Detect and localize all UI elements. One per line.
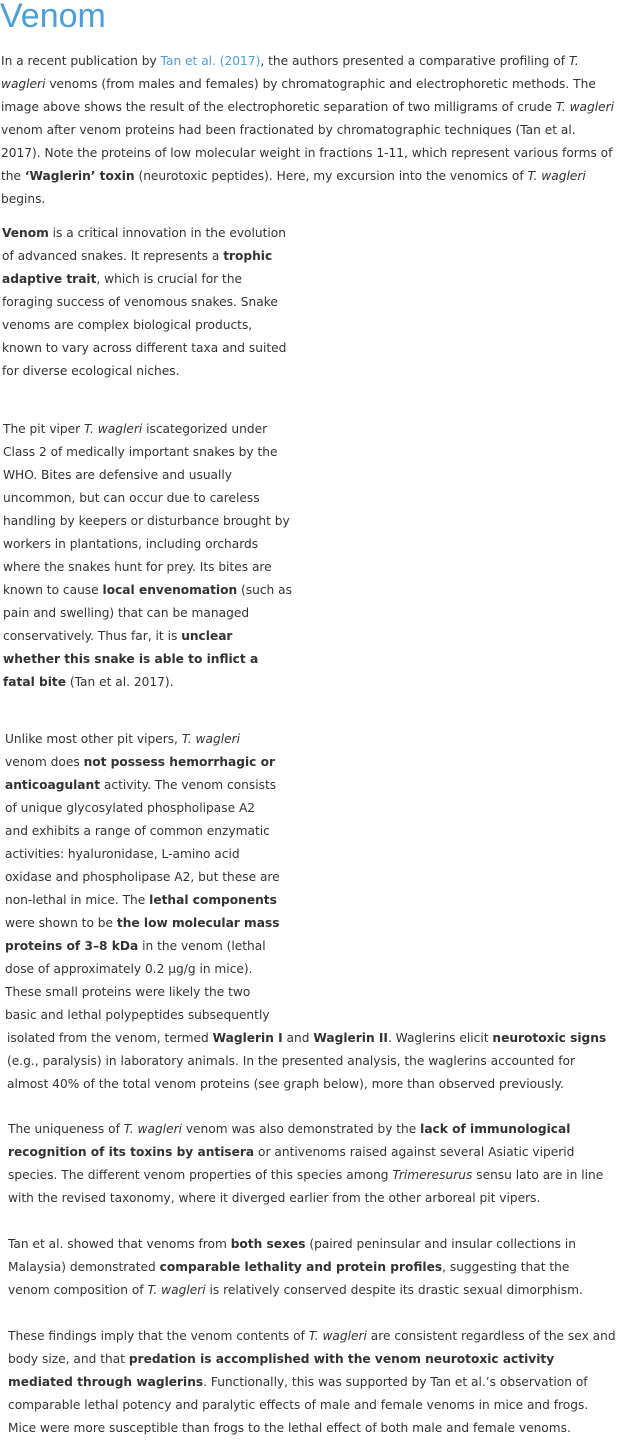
venom-definition-paragraph: Venom is a critical innovation in the evolution of advanced snakes. It represents a trophic adaptive trait, which is crucial for the foraging success of venomous snakes. Snake venoms are complex biological products, known to vary across different taxa and suited for diverse ecological niches. bbox=[2, 226, 287, 378]
bite-paragraph: The pit viper T. wagleri iscategorized under Class 2 of medically important snakes by the WHO. Bites are defensive and usually uncommon, but can occur due to careless handling by keepers or disturbance brought by workers in plantations, including orchards where the snakes hunt for prey. Its bites are known to cause local envenomation (such as pain and swelling) that can be managed conservatively. Thus far, it is unclear whether this snake is able to inflict a fatal bite (Tan et al. 2017). bbox=[3, 422, 292, 689]
intro-paragraph: In a recent publication by Tan et al. (2017), the authors presented a comparative profiling of T. wagleri venoms (from males and females) by chromatographic and electrophoretic methods. The image above shows the result of the electrophoretic separation of two milligrams of crude T. wagleri venom after venom proteins had been fractionated by chromatographic techniques (Tan et al. 2017). Note the proteins of low molecular weight in fractions 1-11, which represent various forms of the ‘Waglerin’ toxin (neurotoxic peptides). Here, my excursion into the venomics of T. wagleri begins. bbox=[1, 54, 615, 206]
page-title: Venom bbox=[0, 0, 106, 35]
findings-paragraph: These findings imply that the venom contents of T. wagleri are consistent regardless of the sex and body size, and that predation is accomplished with the venom neurotoxic activity mediated through waglerins. Functionally, this was supported by Tan et al.’s observation of comparable lethal potency and paralytic effects of male and female venoms in mice and frogs. Mice were more susceptible than frogs to the lethal effect of both male and female venoms. bbox=[8, 1329, 616, 1435]
venom-activity-wide: isolated from the venom, termed Waglerin I and Waglerin II. Waglerins elicit neurotoxic signs (e.g., paralysis) in laboratory animals. In the presented analysis, the waglerins accounted for almost 40% of the total venom proteins (see graph below), more than observed previously. bbox=[7, 1031, 607, 1091]
sexes-paragraph: Tan et al. showed that venoms from both sexes (paired peninsular and insular collections in Malaysia) demonstrated comparable lethality and protein profiles, suggesting that the venom composition of T. wagleri is relatively conserved despite its drastic sexual dimorphism. bbox=[8, 1237, 583, 1297]
tan-2017-link[interactable]: Tan et al. (2017) bbox=[160, 54, 261, 68]
immunological-paragraph: The uniqueness of T. wagleri venom was also demonstrated by the lack of immunological recognition of its toxins by antisera or antivenoms raised against several Asiatic viperid species. The different venom properties of this species among Trimeresurus sensu lato are in line with the revised taxonomy, where it diverged earlier from the other arboreal pit vipers. bbox=[8, 1122, 604, 1205]
venom-activity-narrow: Unlike most other pit vipers, T. wagleri venom does not possess hemorrhagic or anticoagulant activity. The venom consists of unique glycosylated phospholipase A2 and exhibits a range of common enzymatic activities: hyaluronidase, L-amino acid oxidase and phospholipase A2, but these are non-lethal in mice. The lethal components were shown to be the low molecular mass proteins of 3–8 kDa in the venom (lethal dose of approximately 0.2 μg/g in mice). These small proteins were likely the two basic and lethal polypeptides subsequently bbox=[5, 732, 280, 1022]
venom-activity-paragraph bbox=[5, 728, 617, 1096]
